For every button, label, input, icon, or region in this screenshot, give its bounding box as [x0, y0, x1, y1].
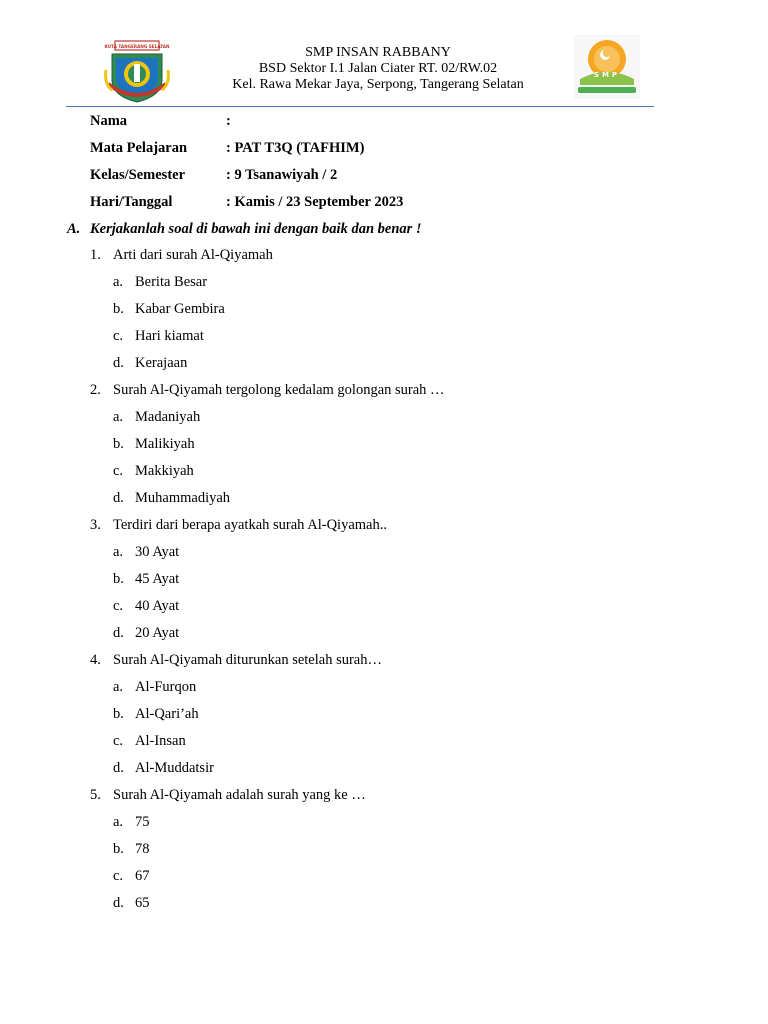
question-number: 4. [90, 652, 101, 668]
question-text: Terdiri dari berapa ayatkah surah Al-Qiyamah.. [113, 517, 387, 533]
option-text: Malikiyah [135, 436, 195, 452]
option-letter: a. [113, 274, 124, 290]
tangerang-selatan-crest-icon [104, 40, 170, 104]
option-text: Makkiyah [135, 463, 194, 479]
info-value: : Kamis / 23 September 2023 [226, 194, 404, 210]
option-letter: a. [113, 679, 124, 695]
option-letter: a. [113, 409, 124, 425]
info-value: : [226, 113, 231, 129]
info-label: Hari/Tanggal [90, 194, 173, 210]
logo-smp-text: SMP [593, 71, 621, 79]
info-row-kelas-semester [90, 166, 590, 193]
option-letter: c. [113, 868, 124, 884]
option-letter: b. [113, 571, 124, 587]
section-instruction: Kerjakanlah soal di bawah ini dengan baik dan benar ! [90, 221, 422, 237]
school-name: SMP INSAN RABBANY [305, 45, 451, 60]
option-text: 67 [135, 868, 150, 884]
question-number: 1. [90, 247, 101, 263]
option-text: 75 [135, 814, 150, 830]
option-letter: a. [113, 814, 124, 830]
info-label: Nama [90, 113, 128, 129]
option-letter: b. [113, 301, 124, 317]
student-info-block [90, 112, 590, 220]
header-divider [66, 106, 654, 107]
question-number: 5. [90, 787, 101, 803]
question-text: Surah Al-Qiyamah diturunkan setelah surah… [113, 652, 382, 668]
section-letter: A. [67, 221, 81, 237]
option-letter: d. [113, 355, 124, 371]
option-letter: b. [113, 706, 124, 722]
address-line-2: Kel. Rawa Mekar Jaya, Serpong, Tangerang Selatan [232, 77, 524, 92]
school-header [200, 45, 556, 93]
option-text: Al-Insan [135, 733, 186, 749]
option-text: 30 Ayat [135, 544, 180, 560]
crest-banner-text: KOTA TANGERANG SELATAN [104, 44, 170, 49]
option-text: Muhammadiyah [135, 490, 231, 506]
info-label: Mata Pelajaran [90, 140, 188, 156]
option-letter: d. [113, 895, 124, 911]
option-text: Kerajaan [135, 355, 188, 371]
info-row-hari-tanggal [90, 193, 590, 220]
option-letter: b. [113, 436, 124, 452]
option-text: 20 Ayat [135, 625, 180, 641]
option-letter: c. [113, 463, 124, 479]
option-text: Kabar Gembira [135, 301, 225, 317]
info-row-nama [90, 112, 590, 139]
section-heading [67, 220, 422, 238]
question-text: Surah Al-Qiyamah adalah surah yang ke … [113, 787, 366, 803]
option-letter: c. [113, 598, 124, 614]
info-value: : 9 Tsanawiyah / 2 [226, 167, 338, 183]
question-number: 3. [90, 517, 101, 533]
option-text: 40 Ayat [135, 598, 180, 614]
option-letter: c. [113, 328, 124, 344]
option-letter: b. [113, 841, 124, 857]
option-text: Berita Besar [135, 274, 208, 290]
smp-insan-rabbany-logo-icon [574, 35, 640, 99]
question-number: 2. [90, 382, 101, 398]
option-text: Al-Muddatsir [135, 760, 214, 776]
option-text: 65 [135, 895, 150, 911]
option-text: 78 [135, 841, 150, 857]
info-row-mata-pelajaran [90, 139, 590, 166]
option-text: 45 Ayat [135, 571, 180, 587]
option-text: Al-Furqon [135, 679, 197, 695]
option-text: Al-Qari’ah [135, 706, 199, 722]
option-letter: a. [113, 544, 124, 560]
option-text: Madaniyah [135, 409, 201, 425]
option-text: Hari kiamat [135, 328, 204, 344]
option-letter: d. [113, 625, 124, 641]
question-text: Surah Al-Qiyamah tergolong kedalam golongan surah … [113, 382, 445, 398]
info-value: : PAT T3Q (TAFHIM) [226, 140, 365, 156]
info-label: Kelas/Semester [90, 167, 186, 183]
option-letter: c. [113, 733, 124, 749]
option-letter: d. [113, 760, 124, 776]
option-letter: d. [113, 490, 124, 506]
question-text: Arti dari surah Al-Qiyamah [113, 247, 273, 263]
address-line-1: BSD Sektor I.1 Jalan Ciater RT. 02/RW.02 [258, 61, 498, 76]
